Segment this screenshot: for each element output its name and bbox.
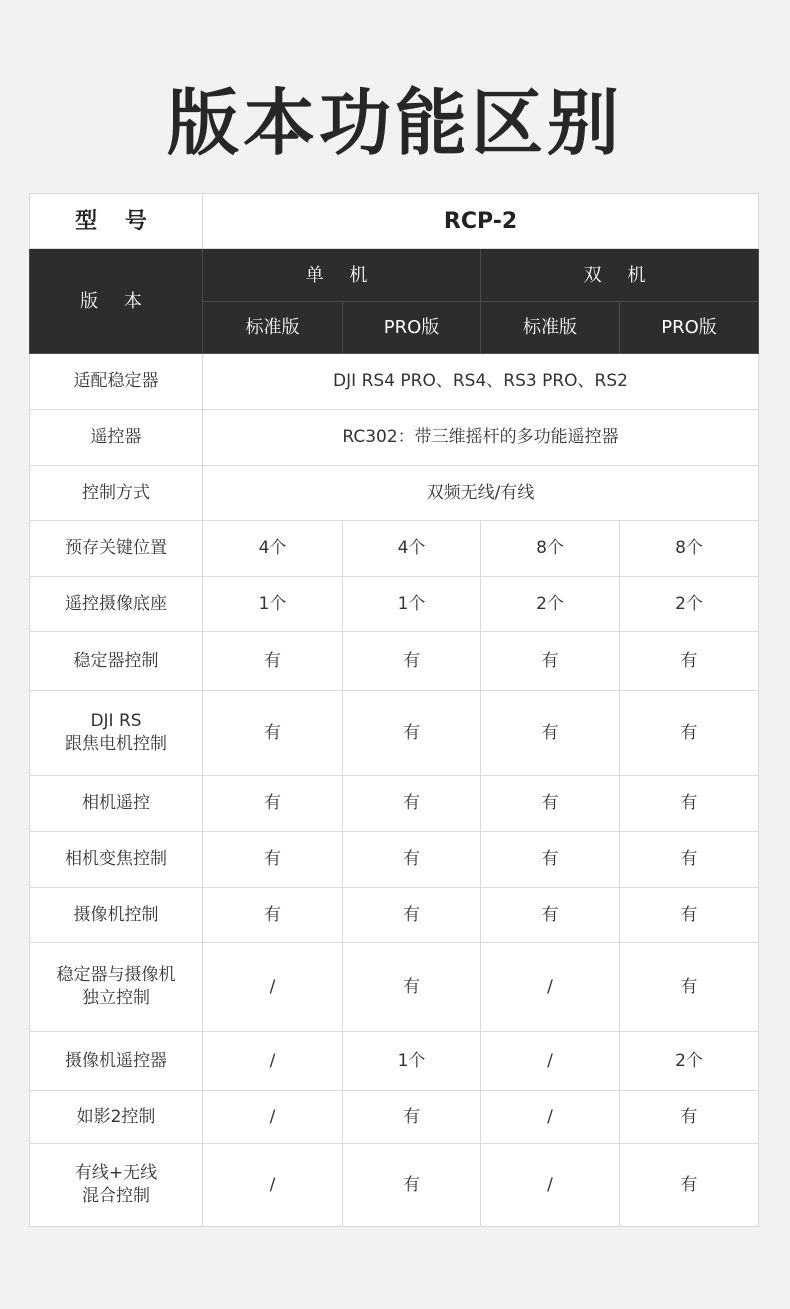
cell-value: 有 (203, 776, 343, 832)
feature-label: 相机遥控 (30, 776, 203, 832)
feature-label-line: 稳定器与摄像机 (56, 965, 176, 985)
cell-value: / (203, 943, 343, 1032)
cell-value: 有 (343, 776, 481, 832)
cell-value: 8个 (481, 521, 620, 577)
version-comparison-table (29, 193, 759, 1227)
cell-value: 有 (620, 1091, 759, 1144)
feature-label: 控制方式 (30, 466, 203, 521)
version-label: 版 本 (30, 249, 203, 354)
cell-value: 8个 (620, 521, 759, 577)
cell-value: 有 (620, 943, 759, 1032)
cell-value: 有 (481, 691, 620, 776)
cell-value: 有 (620, 691, 759, 776)
table-row (30, 521, 759, 577)
edition-single-standard: 标准版 (203, 302, 343, 354)
spanned-value: DJI RS4 PRO、RS4、RS3 PRO、RS2 (203, 354, 759, 410)
cell-value: / (481, 1091, 620, 1144)
cell-value: 有 (203, 888, 343, 943)
feature-label: 遥控器 (30, 410, 203, 466)
cell-value: 有 (620, 1144, 759, 1227)
cell-value: 有 (203, 832, 343, 888)
edition-dual-pro: PRO版 (620, 302, 759, 354)
cell-value: 有 (620, 888, 759, 943)
cell-value: 2个 (620, 1032, 759, 1091)
spanned-value: RC302：带三维摇杆的多功能遥控器 (203, 410, 759, 466)
edition-dual-standard: 标准版 (481, 302, 620, 354)
cell-value: 有 (620, 832, 759, 888)
cell-value: 2个 (481, 577, 620, 632)
edition-single-pro: PRO版 (343, 302, 481, 354)
spanned-value: 双频无线/有线 (203, 466, 759, 521)
table-row (30, 632, 759, 691)
cell-value: 有 (343, 1091, 481, 1144)
feature-label-line: 跟焦电机控制 (65, 734, 167, 754)
cell-value: 4个 (343, 521, 481, 577)
model-value: RCP-2 (203, 194, 759, 249)
cell-value: / (203, 1091, 343, 1144)
feature-label-line: 混合控制 (82, 1186, 150, 1206)
table-row (30, 832, 759, 888)
cell-value: 有 (343, 832, 481, 888)
feature-label: 相机变焦控制 (30, 832, 203, 888)
feature-label-line: 独立控制 (82, 988, 150, 1008)
cell-value: 有 (203, 632, 343, 691)
table-row (30, 776, 759, 832)
cell-value: 有 (203, 691, 343, 776)
feature-label (30, 943, 203, 1032)
model-label: 型 号 (30, 194, 203, 249)
table-row (30, 691, 759, 776)
group-dual: 双 机 (481, 249, 759, 302)
cell-value: / (481, 943, 620, 1032)
table-row (30, 943, 759, 1032)
page-title: 版本功能区别 (166, 81, 623, 165)
cell-value: / (481, 1032, 620, 1091)
cell-value: 有 (620, 632, 759, 691)
cell-value: 1个 (343, 1032, 481, 1091)
cell-value: 有 (343, 1144, 481, 1227)
version-group-row (30, 249, 759, 302)
cell-value: 2个 (620, 577, 759, 632)
table-row (30, 354, 759, 410)
feature-label: 适配稳定器 (30, 354, 203, 410)
cell-value: 有 (481, 832, 620, 888)
feature-label (30, 1144, 203, 1227)
feature-label: 稳定器控制 (30, 632, 203, 691)
cell-value: 有 (481, 632, 620, 691)
cell-value: / (481, 1144, 620, 1227)
cell-value: / (203, 1032, 343, 1091)
feature-label-line: 有线+无线 (74, 1163, 158, 1183)
cell-value: 有 (343, 888, 481, 943)
group-single: 单 机 (203, 249, 481, 302)
cell-value: 有 (620, 776, 759, 832)
cell-value: 有 (343, 691, 481, 776)
feature-label-line: DJI RS (90, 711, 142, 731)
cell-value: 有 (481, 888, 620, 943)
cell-value: 4个 (203, 521, 343, 577)
cell-value: / (203, 1144, 343, 1227)
feature-label: 摄像机遥控器 (30, 1032, 203, 1091)
feature-label (30, 691, 203, 776)
feature-label: 遥控摄像底座 (30, 577, 203, 632)
model-row (30, 194, 759, 249)
table-row (30, 1032, 759, 1091)
table-row (30, 577, 759, 632)
feature-label: 如影2控制 (30, 1091, 203, 1144)
cell-value: 有 (343, 943, 481, 1032)
table-row (30, 466, 759, 521)
table-row (30, 1144, 759, 1227)
feature-label: 预存关键位置 (30, 521, 203, 577)
cell-value: 1个 (203, 577, 343, 632)
feature-label: 摄像机控制 (30, 888, 203, 943)
table-row (30, 888, 759, 943)
table-row (30, 410, 759, 466)
cell-value: 有 (481, 776, 620, 832)
table-row (30, 1091, 759, 1144)
cell-value: 有 (343, 632, 481, 691)
cell-value: 1个 (343, 577, 481, 632)
